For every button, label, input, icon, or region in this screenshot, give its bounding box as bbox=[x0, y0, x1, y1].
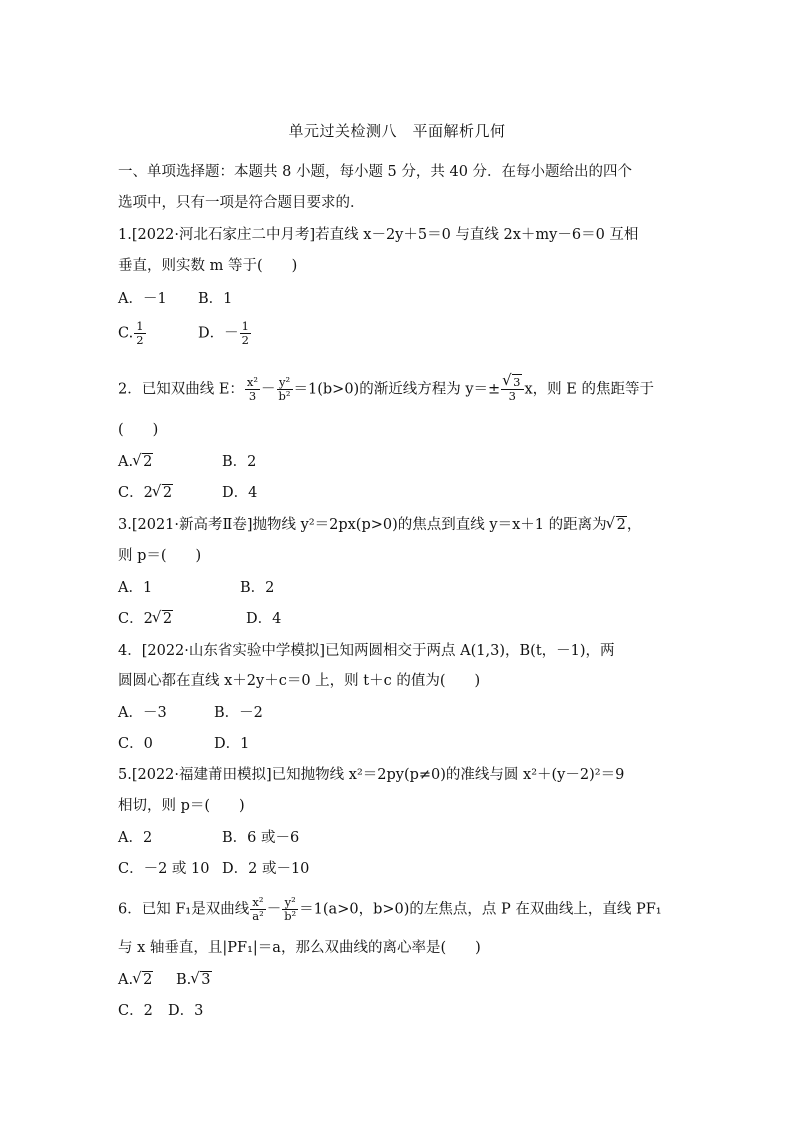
q4-stem-line1: 4．[2022·山东省实验中学模拟]已知两圆相交于两点 A(1,3)，B(t，－1)，两 bbox=[118, 643, 615, 659]
q5-option-a: A．2 bbox=[118, 830, 153, 846]
sqrt-symbol bbox=[153, 609, 173, 629]
q1-option-a: A．－1 bbox=[118, 291, 167, 307]
fraction-numerator: 1 bbox=[241, 319, 249, 333]
sqrt-symbol bbox=[503, 376, 521, 389]
q6-option-b bbox=[176, 970, 212, 990]
q5-option-c: C．－2 或 10 bbox=[118, 861, 210, 877]
q3-option-b: B．2 bbox=[240, 580, 275, 596]
q1-option-c bbox=[118, 320, 147, 347]
q2-mid: ＝1(b>0)的渐近线方程为 y＝± bbox=[293, 381, 501, 398]
sqrt-symbol bbox=[133, 970, 153, 990]
q6-option-a bbox=[118, 970, 153, 990]
q2-suffix: x，则 E 的焦距等于 bbox=[524, 381, 654, 398]
q2-fraction-y2-over-b2 bbox=[277, 376, 293, 403]
radicand: 2 bbox=[143, 454, 153, 470]
fraction-denominator: 3 bbox=[508, 389, 516, 403]
sqrt-symbol bbox=[133, 452, 153, 472]
fraction-denominator: 2 bbox=[241, 333, 249, 347]
radicand: 2 bbox=[162, 485, 173, 501]
option-prefix: C．2 bbox=[118, 485, 153, 501]
radicand: 2 bbox=[162, 611, 173, 627]
q5-option-d: D．2 或－10 bbox=[222, 861, 310, 877]
page-title: 单元过关检测八 平面解析几何 bbox=[288, 122, 506, 140]
sqrt-symbol bbox=[153, 483, 173, 503]
q3-stem-line2: 则 p＝( ) bbox=[118, 548, 202, 564]
fraction-numerator: x² bbox=[246, 375, 259, 389]
q6-minus: － bbox=[266, 901, 282, 918]
q6-fraction-y2-over-b2 bbox=[282, 896, 298, 923]
q6-suffix: ＝1(a>0，b>0)的左焦点，点 P 在双曲线上，直线 PF₁ bbox=[299, 901, 662, 918]
sqrt-symbol bbox=[191, 970, 211, 990]
sqrt-symbol bbox=[607, 515, 627, 535]
fraction-denominator: 3 bbox=[248, 389, 257, 403]
radicand: 2 bbox=[616, 517, 626, 533]
q3-stem-line1 bbox=[118, 515, 641, 535]
q6-option-d: D．3 bbox=[168, 1003, 204, 1019]
section-instructions-line1: 一、单项选择题：本题共 8 小题，每小题 5 分，共 40 分．在每小题给出的四个 bbox=[118, 164, 633, 180]
fraction-denominator: 2 bbox=[136, 333, 144, 347]
radicand: 2 bbox=[143, 972, 153, 988]
q4-option-b: B．－2 bbox=[214, 705, 263, 721]
option-prefix: A. bbox=[118, 972, 134, 988]
q6-stem-line1 bbox=[118, 896, 662, 923]
q2-fraction-x2-over-3 bbox=[245, 376, 260, 403]
q2-stem-line1 bbox=[118, 376, 654, 403]
option-prefix: C．2 bbox=[118, 611, 153, 627]
q1-option-c-prefix: C. bbox=[118, 325, 134, 342]
q3-option-d: D．4 bbox=[246, 611, 282, 627]
q4-option-d: D．1 bbox=[214, 736, 250, 752]
q2-minus: － bbox=[261, 381, 276, 398]
fraction-numerator: x² bbox=[250, 896, 265, 910]
q1-option-d-fraction bbox=[240, 320, 251, 347]
fraction-numerator: y² bbox=[282, 896, 298, 910]
radicand: 3 bbox=[201, 972, 211, 988]
q6-option-c: C．2 bbox=[118, 1003, 153, 1019]
fraction-denominator: a² bbox=[252, 909, 264, 923]
fraction-numerator bbox=[501, 376, 523, 390]
option-prefix: A. bbox=[118, 454, 134, 470]
fraction-denominator: b² bbox=[284, 909, 297, 923]
q3-suffix: ， bbox=[626, 517, 642, 533]
section-instructions-line2: 选项中，只有一项是符合题目要求的． bbox=[118, 195, 365, 211]
q2-option-c bbox=[118, 483, 173, 503]
q1-option-d-prefix: D．－ bbox=[198, 325, 239, 342]
q5-stem-line1: 5.[2022·福建莆田模拟]已知抛物线 x²＝2py(p≠0)的准线与圆 x²＋(y－2)²＝9 bbox=[118, 767, 625, 783]
radicand: 3 bbox=[513, 375, 521, 389]
q2-fraction-sqrt3-over-3 bbox=[501, 376, 523, 403]
q4-option-a: A．－3 bbox=[118, 705, 167, 721]
q6-stem-line2: 与 x 轴垂直，且|PF₁|＝a，那么双曲线的离心率是( ) bbox=[118, 940, 481, 956]
q1-option-b: B．1 bbox=[198, 291, 233, 307]
q2-prefix: 2．已知双曲线 E： bbox=[118, 381, 244, 398]
q1-option-c-fraction bbox=[134, 320, 145, 347]
q3-option-a: A．1 bbox=[118, 580, 153, 596]
option-prefix: B. bbox=[176, 972, 192, 988]
q3-prefix: 3.[2021·新高考Ⅱ卷]抛物线 y²＝2px(p>0)的焦点到直线 y＝x＋1 的距离为 bbox=[118, 517, 607, 533]
q4-option-c: C．0 bbox=[118, 736, 153, 752]
q2-stem-line2: ( ) bbox=[118, 422, 159, 438]
q5-stem-line2: 相切，则 p＝( ) bbox=[118, 798, 245, 814]
fraction-numerator: y² bbox=[277, 376, 293, 390]
fraction-denominator: b² bbox=[278, 389, 291, 403]
q1-option-d bbox=[198, 320, 252, 347]
q2-option-d: D．4 bbox=[222, 485, 258, 501]
q2-option-b: B．2 bbox=[222, 454, 257, 470]
q1-stem-line2: 垂直，则实数 m 等于( ) bbox=[118, 258, 298, 274]
fraction-numerator: 1 bbox=[136, 319, 144, 333]
q1-stem-line1: 1.[2022·河北石家庄二中月考]若直线 x－2y＋5＝0 与直线 2x＋my－6＝0 互相 bbox=[118, 227, 639, 243]
q2-option-a bbox=[118, 452, 153, 472]
q3-option-c bbox=[118, 609, 173, 629]
q5-option-b: B．6 或－6 bbox=[222, 830, 300, 846]
q4-stem-line2: 圆圆心都在直线 x＋2y＋c＝0 上，则 t＋c 的值为( ) bbox=[118, 673, 481, 689]
q6-fraction-x2-over-a2 bbox=[250, 896, 265, 923]
q6-prefix: 6．已知 F₁是双曲线 bbox=[118, 901, 250, 918]
